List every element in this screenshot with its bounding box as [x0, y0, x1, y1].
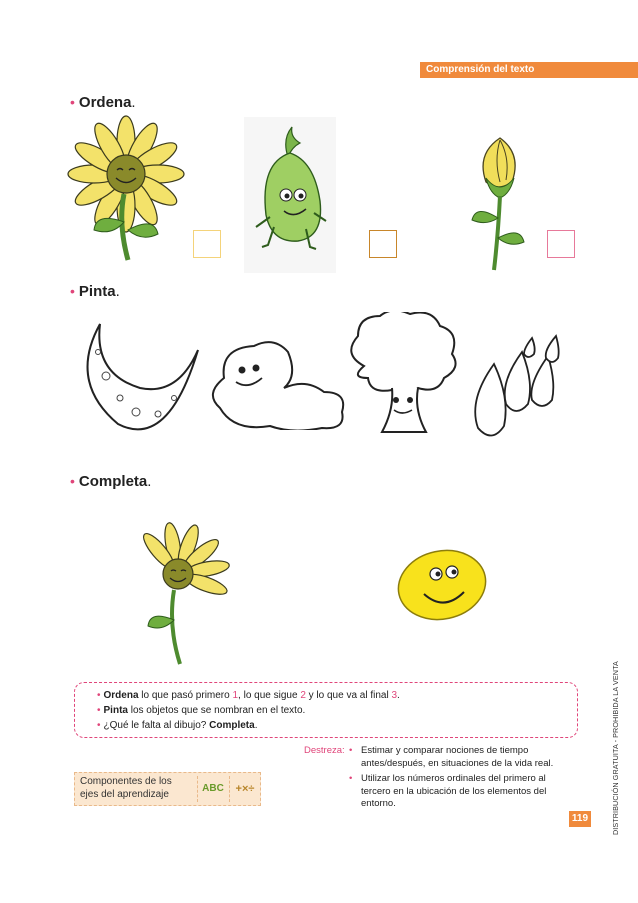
flower-bud-illustration: [466, 118, 536, 274]
order-box-3[interactable]: [547, 230, 575, 258]
sprouting-seed-illustration: [244, 117, 336, 273]
section-title: Comprensión del texto: [420, 62, 638, 78]
exercise-ordena-heading: • Ordena.: [70, 94, 136, 111]
tree-face-outline: [344, 312, 464, 440]
side-legal-text: DISTRIBUCIÓN GRATUITA - PROHIBIDA LA VENTA: [611, 661, 620, 835]
order-box-2[interactable]: [369, 230, 397, 258]
sunflower-face-illustration: [64, 112, 188, 264]
destreza-label: Destreza:: [304, 745, 345, 756]
exercise-completa-title: Completa: [78, 473, 148, 490]
exercise-completa-heading: • Completa.: [70, 473, 152, 490]
page-number: 119: [569, 811, 591, 827]
abc-icon: ABC: [197, 776, 228, 802]
destreza-item: • Estimar y comparar nociones de tiempo antes/después, en situaciones de la vida real.: [349, 745, 554, 769]
destreza-item: • Utilizar los números ordinales del primero al tercero en la ubicación de los elementos del entorno.: [349, 773, 547, 809]
instruction-ordena: • Ordena lo que pasó primero 1, lo que sigue 2 y lo que va al final 3.: [97, 690, 400, 701]
instructions-box: [74, 682, 578, 738]
raindrops-outline: [470, 330, 574, 442]
incomplete-flower-illustration: [138, 508, 242, 668]
instruction-completa: • ¿Qué le falta al dibujo? Completa.: [97, 720, 258, 731]
sun-face-illustration: [396, 548, 488, 622]
exercise-ordena-title: Ordena: [78, 94, 132, 111]
order-box-1[interactable]: [193, 230, 221, 258]
destreza-list: [349, 745, 554, 814]
crescent-moon-outline: [76, 316, 204, 440]
instruction-pinta: • Pinta los objetos que se nombran en el texto.: [97, 705, 306, 716]
exercise-pinta-heading: • Pinta.: [70, 283, 120, 300]
math-operations-icon: +×÷: [229, 776, 260, 802]
cloud-face-outline: [204, 338, 346, 430]
componentes-label: Componentes de los ejes del aprendizaje: [80, 776, 172, 800]
exercise-pinta-title: Pinta: [78, 283, 116, 300]
